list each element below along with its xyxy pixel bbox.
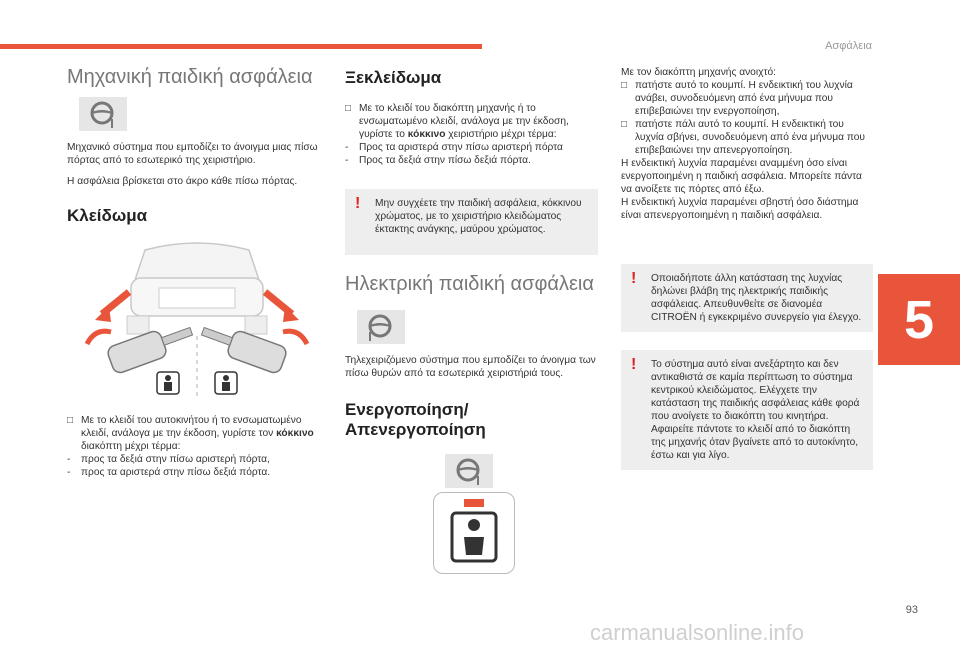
steering-wheel-icon [365, 312, 395, 342]
steering-icon-box [79, 97, 127, 131]
watermark-text: carmanualsonline.info [590, 620, 805, 645]
unlock-step-2: - Προς τα δεξιά στην πίσω δεξιά πόρτα. [345, 155, 531, 166]
car-key-illustration [67, 232, 327, 402]
steering-wheel-icon [453, 456, 483, 486]
steering-icon-box [357, 310, 405, 344]
ignition-intro: Με τον διακόπτη μηχανής ανοιχτό: [621, 67, 776, 78]
column-1 [67, 66, 327, 479]
checkbox-bullet-icon: □ [621, 80, 628, 91]
checkbox-bullet-icon: □ [67, 415, 74, 426]
location-text: Η ασφάλεια βρίσκεται στο άκρο κάθε πίσω πόρτας. [67, 176, 298, 187]
intro-text: Μηχανικό σύστημα που εμποδίζει το άνοιγμα μιας πίσω πόρτας από το εσωτερικό της χειριστήριο. [67, 142, 318, 166]
exclamation-icon: ! [355, 195, 361, 212]
fault-warning-box: ! Οποιαδήποτε άλλη κατάσταση της λυχνίας δηλώνει βλάβη της ηλεκτρικής παιδικής ασφάλειας. Απευθυνθείτε σε διανομέα CITROËN ή εγκεκριμένο συνεργείο για έλεγχο. [621, 264, 873, 332]
lock-step-1: - προς τα δεξιά στην πίσω αριστερή πόρτα, [67, 454, 270, 465]
deactivate-step: □ πατήστε πάλι αυτό το κουμπί. Η ενδεικτική του λυχνία σβήνει, συνοδευόμενη από ένα μήνυμα που επιβεβαιώνει την απενεργοποίηση. [621, 119, 865, 156]
section-label: Ασφάλεια [825, 40, 872, 52]
chapter-tab: 5 [878, 274, 960, 365]
unlock-subtitle: Ξεκλείδωμα [345, 68, 442, 87]
independence-warning-box: ! Το σύστημα αυτό είναι ανεξάρτητο και δεν αντικαθιστά σε καμία περίπτωση το σύστημα κεντρικού κλειδώματος. Ελέγχετε την κατάσταση της παιδικής ασφάλειας κάθε φορά που ανοίγετε το διακόπτη του κινητήρα. Αφαιρείτε πάντοτε το κλειδί από το διακόπτη της μηχανής όταν βγαίνετε από το αυτοκίνητο, έστω και για λίγο. [621, 350, 873, 470]
lock-step-2: - προς τα αριστερά στην πίσω δεξιά πόρτα. [67, 467, 271, 478]
checkbox-bullet-icon: □ [621, 119, 628, 130]
lamp-off-text: Η ενδεικτική λυχνία παραμένει σβηστή όσο διάστημα είναι απενεργοποιημένη η παιδική ασφάλεια. [621, 197, 859, 221]
column-3 [621, 66, 873, 470]
child-lock-icon [434, 493, 514, 573]
lock-subtitle: Κλείδωμα [67, 206, 148, 225]
exclamation-icon: ! [631, 356, 637, 373]
lock-instruction: □ Με το κλειδί του αυτοκινήτου ή το ενσωματωμένο κλειδί, ανάλογα με την έκδοση, γυρίστε τον κόκκινο διακόπτη μέχρι τέρμα: [67, 415, 314, 452]
electric-intro: Τηλεχειριζόμενο σύστημα που εμποδίζει το άνοιγμα των πίσω θυρών από τα εσωτερικά χειριστήριά τους. [345, 355, 596, 379]
steering-wheel-icon [87, 99, 117, 129]
warning-box: ! Μην συγχέετε την παιδική ασφάλεια, κόκκινου χρώματος, με το χειριστήριο κλειδώματος έκτακτης ανάγκης, μαύρου χρώματος. [345, 189, 598, 255]
unlock-step-1: - Προς τα αριστερά στην πίσω αριστερή πόρτα [345, 142, 563, 153]
electric-title: Ηλεκτρική παιδική ασφάλεια [345, 273, 594, 295]
lamp-on-text: Η ενδεικτική λυχνία παραμένει αναμμένη όσο είναι ενεργοποιημένη η παιδική ασφάλεια. Μπορείτε πάντα να ανοίξετε τις πόρτες από έξω. [621, 158, 862, 195]
page-number: 93 [905, 604, 918, 616]
unlock-instruction: □ Με το κλειδί του διακόπτη μηχανής ή το ενσωματωμένο κλειδί, ανάλογα με την έκδοση, γυρίστε το κόκκινο χειριστήριο μέχρι τέρμα: [345, 103, 569, 140]
activation-subtitle: Ενεργοποίηση/Απενεργοποίηση [345, 400, 486, 439]
steering-icon-box [445, 454, 493, 488]
checkbox-bullet-icon: □ [345, 103, 352, 114]
activate-step: □ πατήστε αυτό το κουμπί. Η ενδεικτική του λυχνία ανάβει, συνοδευόμενη από ένα μήνυμα που επιβεβαιώνει την ενεργοποίηση, [621, 80, 853, 117]
top-accent-bar [0, 44, 482, 49]
exclamation-icon: ! [631, 270, 637, 287]
section-title: Μηχανική παιδική ασφάλεια [67, 66, 313, 88]
child-lock-button[interactable] [433, 492, 515, 574]
column-2 [345, 66, 598, 574]
